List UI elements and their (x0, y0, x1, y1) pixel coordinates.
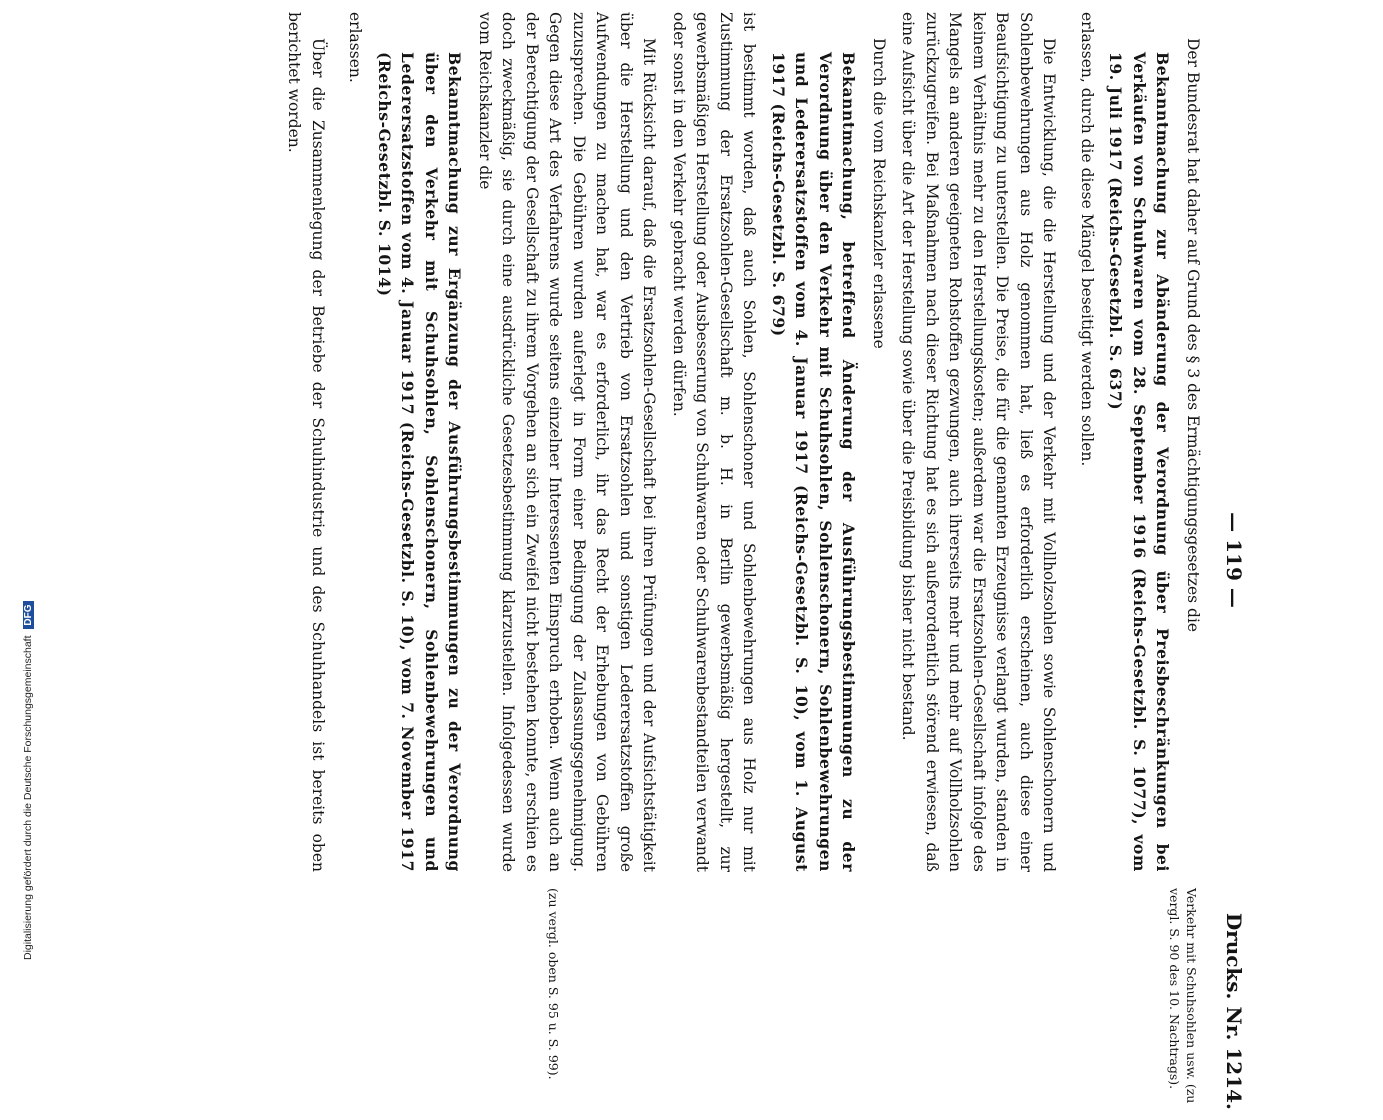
decree-title-3: Bekanntmachung zur Ergänzung der Ausführungsbestimmungen zu der Verordnung über den Verkehr mit Schuhsohlen, Sohlenschonern, Sohlenbewehrungen und Lederersatzstoffen vom 4. Januar 1917 (Reichs-Gesetzbl. S. 10), vom 7. November 1917 (Reichs-Gesetzbl. S. 1014) (375, 52, 465, 872)
paragraph-development: Die Entwicklung, die die Herstellung und der Verkehr mit Vollholzsohlen sowie Sohlenschonern und Sohlenbewehrungen aus Holz genommen hat, ließ es erforderlich erscheinen, auch diese einer Beaufsichtigung zu unterstellen. Die Preise, die für die genannten Erzeugnisse verlangt wurden, standen in keinem Verhältnis mehr zu den Herstellungskosten; außerdem war die Ersatzsohlen-Gesellschaft infolge des Mangels an anderen geeigneten Rohstoffen gezwungen, auch ihrerseits mehr und mehr auf Vollholzsohlen zurückzugreifen. Bei Maßnahmen nach dieser Richtung hat es sich außerordentlich störend erwiesen, daß eine Aufsicht über die Art der Herstellung sowie über die Preisbildung bisher nicht bestand. (899, 12, 1059, 872)
decree-title-2: Bekanntmachung, betreffend Änderung der Ausführungsbestimmungen zu der Verordnung über den Verkehr mit Schuhsohlen, Sohlenschonern, Sohlenbewehrungen und Lederersatzstoffen vom 4. Januar 1917 (Reichs-Gesetzbl. S. 10), vom 1. August 1917 (Reichs-Gesetzbl. S. 679) (769, 52, 859, 872)
paragraph-intro: Der Bundesrat hat daher auf Grund des § 3 des Ermächtigungsgesetzes die (1184, 38, 1202, 633)
paragraph-tail-3: erlassen. (346, 12, 365, 83)
text-column (285, 0, 1252, 1120)
spacer (1061, 12, 1069, 872)
decree-title-1: Bekanntmachung zur Abänderung der Verordnung über Preisbeschränkungen bei Verkäufen von Schuhwaren vom 28. September 1916 (Reichs-Gesetzbl. S. 1077), vom 19. Juli 1917 (Reichs-Gesetzbl. S. 637) (1106, 52, 1173, 872)
paragraph-fees: Mit Rücksicht darauf, daß die Ersatzsohlen-Gesellschaft bei ihren Prüfungen und der Aufsichtstätigkeit über die Herstellung und den Vertrieb von Ersatzsohlen und sonstigen Lederersatzstoffen große Aufwendungen zu machen hat, war es erforderlich, ihr das Recht der Erhebungen von Gebühren zuzusprechen. Die Gebühren wurden auferlegt in Form einer Bedingung der Zulassungsgenehmigung. Gegen diese Art des Verfahrens wurde seitens einzelner Interessenten Einspruch erhoben. Wenn auch an der Berechtigung der Gesellschaft zu ihrem Vorgehen an sich ein Zweifel nicht bestehen konnte, erschien es doch zweckmäßig, sie durch eine ausdrückliche Gesetzesbestimmung klarzustellen. Infolgedessen wurde vom Reichskanzler die (476, 12, 659, 872)
rotated-page (132, 12, 1252, 1110)
page-content (285, 0, 1252, 1120)
margin-note-shoe-soles: Verkehr mit Schuhsohlen usw. (zu vergl. S. 90 des 10. Nachtrags). (1167, 888, 1199, 1104)
credit-line (22, 601, 34, 960)
page-header (1212, 0, 1252, 1120)
paragraph-intro-2: Durch die vom Reichskanzler erlassene (870, 38, 888, 349)
digitization-credit (0, 0, 34, 1000)
page-number: — 119 — (1222, 512, 1246, 608)
paragraph-tail-1: erlassen, durch die diese Mängel beseitigt werden sollen. (1078, 12, 1096, 467)
paragraph-merger: Über die Zusammenlegung der Betriebe der Schuhindustrie und des Schuhhandels ist bereits oben berichtet worden. (285, 12, 327, 872)
paragraph-tail-2: ist bestimmt worden, daß auch Sohlen, Sohlenschoner und Sohlenbewehrungen aus Holz nur mit Zustimmung der Ersatzsohlen-Gesellschaft m. b. H. in Berlin gewerbsmäßig hergestellt, zur gewerbsmäßigen Herstellung oder Ausbesserung von Schuhwaren oder Schuhwarenbestandteilen verwandt oder sonst in den Verkehr gebracht werden dürfen. (670, 12, 759, 872)
margin-note-reference: (zu vergl. oben S. 95 u. S. 99). (546, 888, 561, 1080)
spacer (329, 12, 337, 872)
dfg-logo: DFG (23, 601, 34, 628)
document-number: Drucks. Nr. 1214. (1222, 912, 1246, 1110)
main-text (276, 12, 1204, 872)
credit-text: Digitalisierung gefördert durch die Deutsche Forschungsgemeinschaft (22, 635, 34, 960)
